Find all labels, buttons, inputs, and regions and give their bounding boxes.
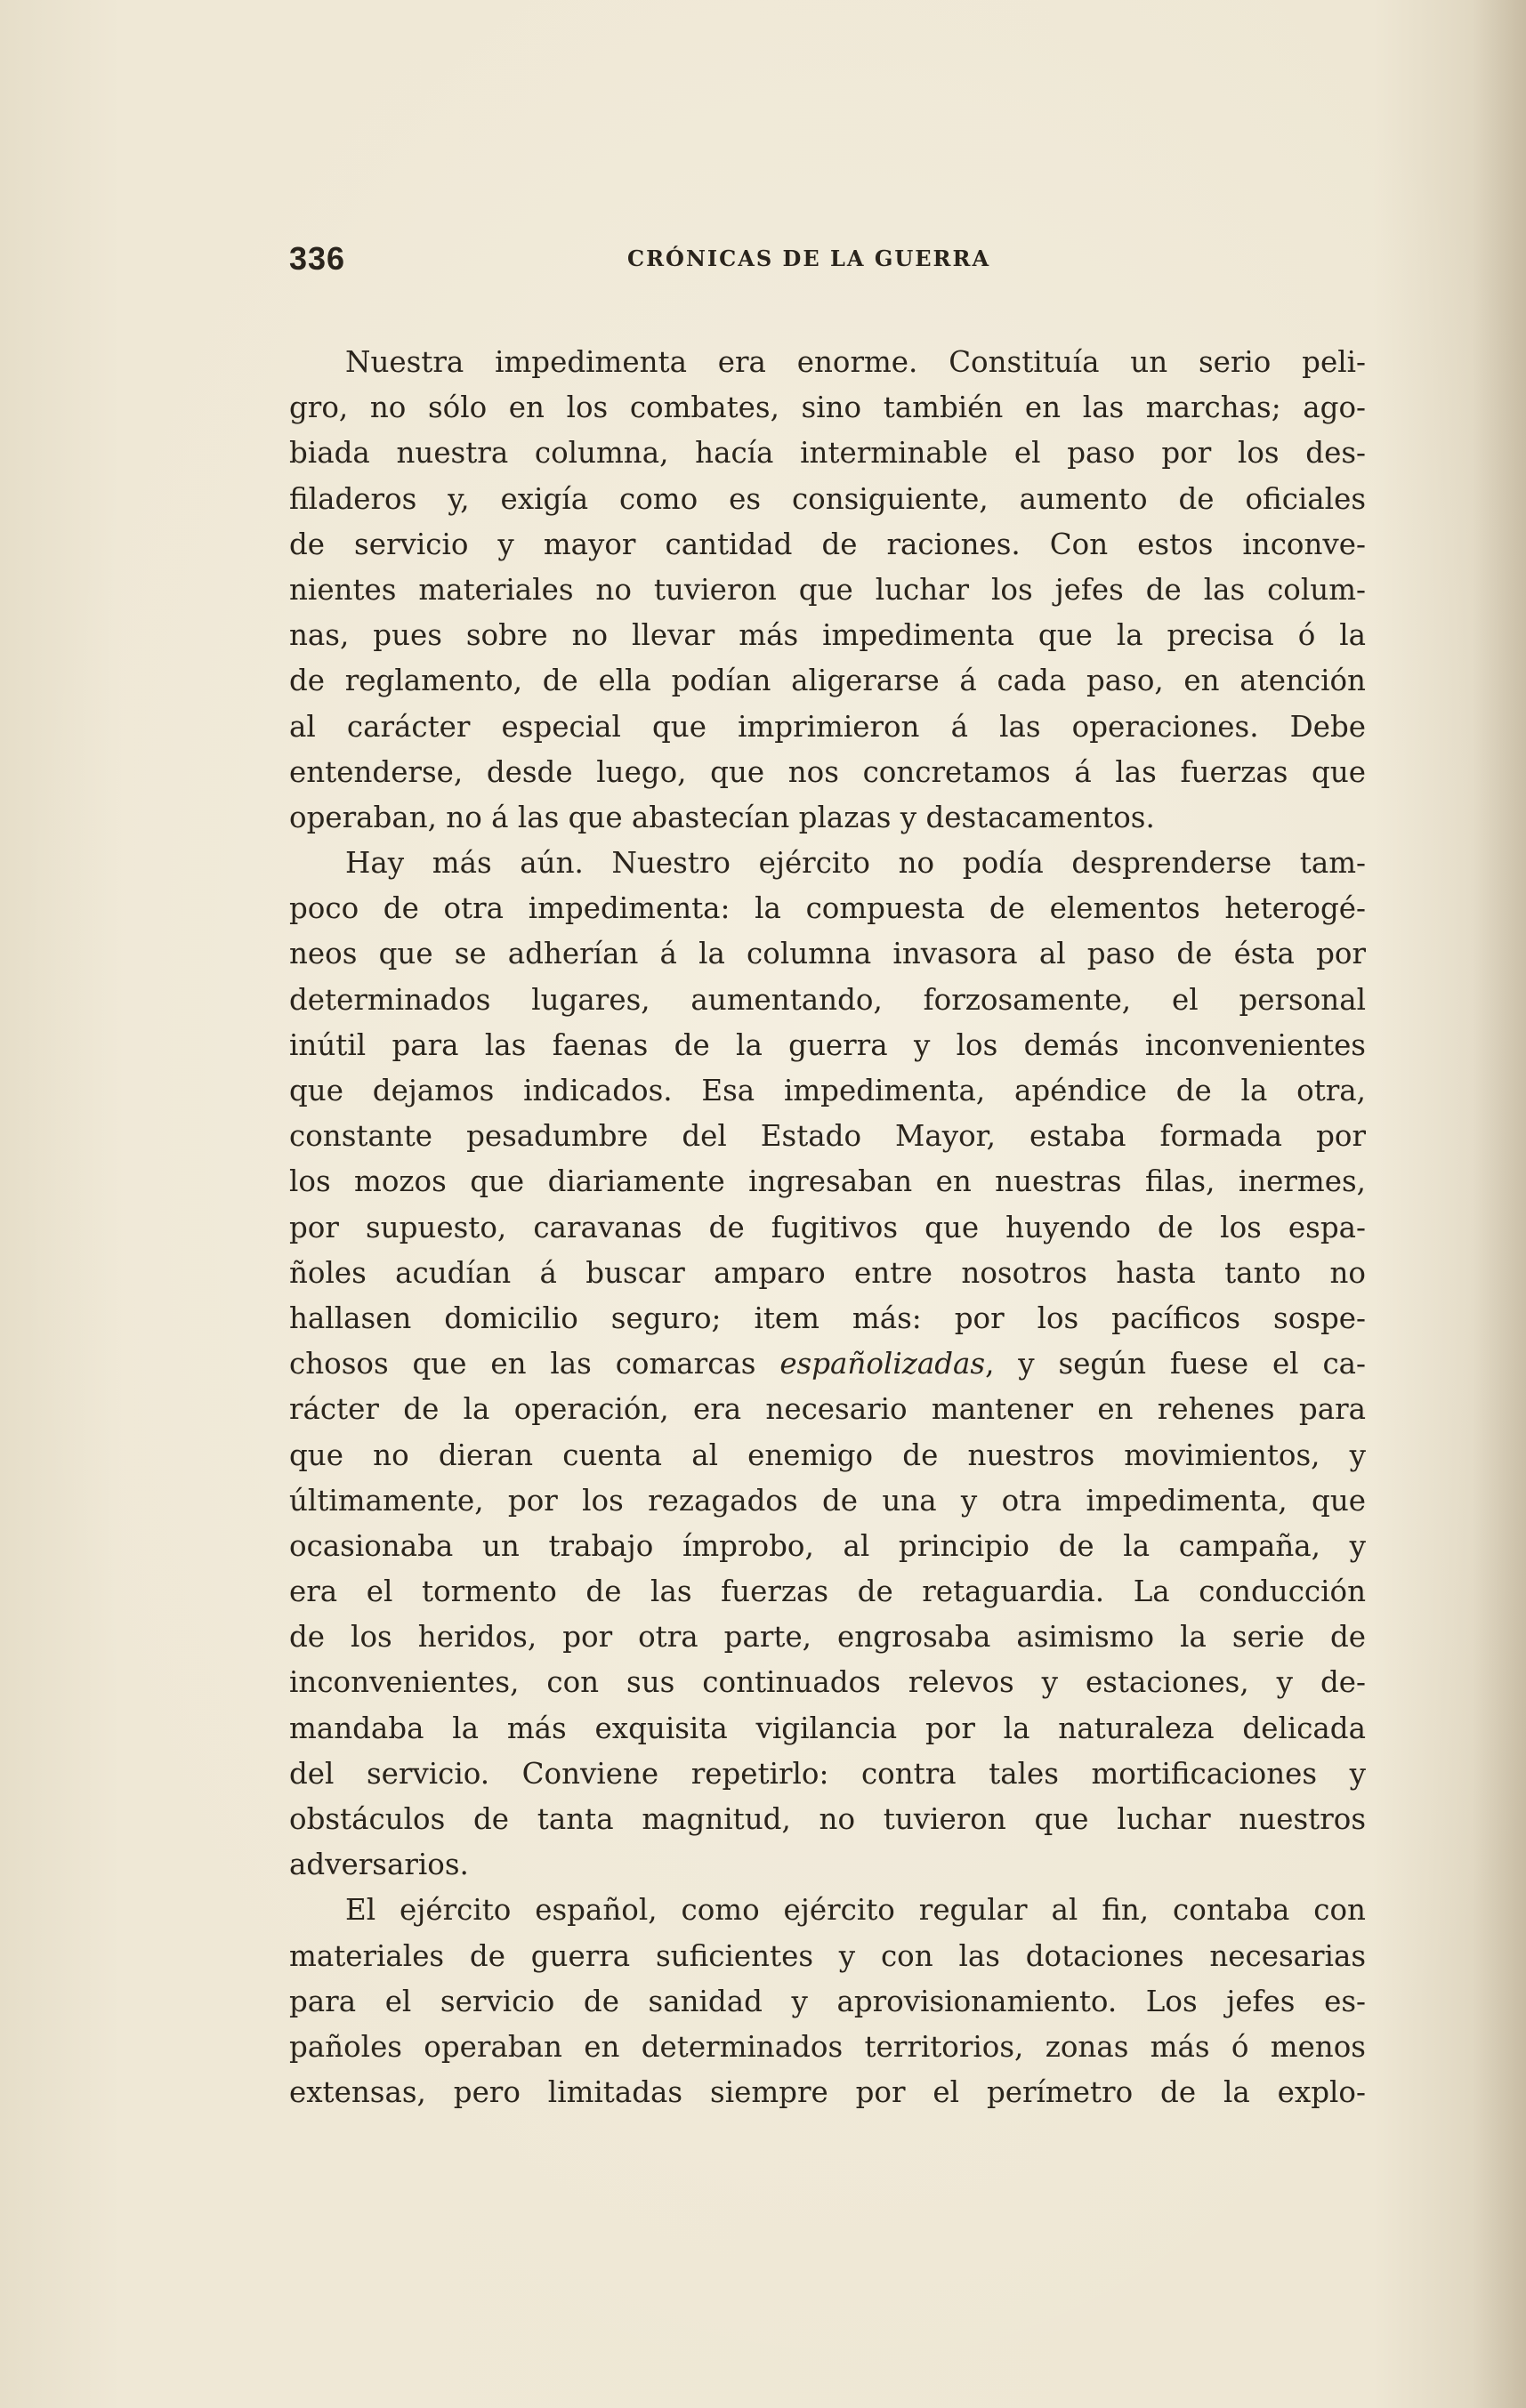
text-line: determinados lugares, aumentando, forzosamente, el personal [289, 982, 1366, 1017]
text-line: hallasen domicilio seguro; item más: por los pacíficos sospe- [289, 1301, 1366, 1335]
text-line: neos que se adherían á la columna invasora al paso de ésta por [289, 937, 1366, 971]
text-line: El ejército español, como ejército regular al fin, contaba con [345, 1893, 1366, 1928]
text-line: del servicio. Conviene repetirlo: contra tales mortificaciones y [289, 1756, 1366, 1791]
text-line: los mozos que diariamente ingresaban en nuestras filas, inermes, [289, 1164, 1366, 1199]
page-number: 336 [289, 240, 346, 277]
text-line: inútil para las faenas de la guerra y los demás inconvenientes [289, 1027, 1366, 1062]
text-line: últimamente, por los rezagados de una y otra impedimenta, que [289, 1483, 1366, 1518]
text-line: extensas, pero limitadas siempre por el perímetro de la explo- [289, 2075, 1366, 2110]
text-line: rácter de la operación, era necesario mantener en rehenes para [289, 1392, 1366, 1427]
text-line: poco de otra impedimenta: la compuesta de elementos heterogé- [289, 891, 1366, 926]
text-line: nientes materiales no tuvieron que luchar los jefes de las colum- [289, 572, 1366, 607]
text-line: adversarios. [289, 1848, 469, 1882]
text-line: pañoles operaban en determinados territorios, zonas más ó menos [289, 2029, 1366, 2064]
running-head: CRÓNICAS DE LA GUERRA [627, 246, 991, 271]
text-line: gro, no sólo en los combates, sino también en las marchas; ago- [289, 391, 1366, 425]
text-line: de servicio y mayor cantidad de raciones. Con estos inconve- [289, 527, 1366, 561]
page-edge-shadow [1473, 0, 1526, 2408]
text-line: materiales de guerra suficientes y con las dotaciones necesarias [289, 1938, 1366, 1973]
text-line: ocasionaba un trabajo ímprobo, al principio de la campaña, y [289, 1528, 1366, 1563]
text-segment: , y según fuese el ca- [985, 1347, 1366, 1381]
text-line: nas, pues sobre no llevar más impedimenta que la precisa ó la [289, 618, 1366, 653]
text-line: que no dieran cuenta al enemigo de nuestros movimientos, y [289, 1438, 1366, 1472]
text-line: mandaba la más exquisita vigilancia por la naturaleza delicada [289, 1711, 1366, 1745]
text-line: al carácter especial que imprimieron á las operaciones. Debe [289, 709, 1366, 744]
text-line: por supuesto, caravanas de fugitivos que huyendo de los espa- [289, 1210, 1366, 1244]
text-line: constante pesadumbre del Estado Mayor, estaba formada por [289, 1119, 1366, 1154]
italic-term: españolizadas [779, 1347, 986, 1381]
text-line: Nuestra impedimenta era enorme. Constituía un serio peli- [345, 345, 1366, 379]
text-segment: chosos que en las comarcas [289, 1347, 780, 1381]
text-line: operaban, no á las que abastecían plazas y destacamentos. [289, 800, 1155, 834]
text-line: de los heridos, por otra parte, engrosaba asimismo la serie de [289, 1620, 1366, 1655]
page-header [289, 240, 1366, 294]
text-line: de reglamento, de ella podían aligerarse á cada paso, en atención [289, 664, 1366, 698]
text-line: entenderse, desde luego, que nos concretamos á las fuerzas que [289, 754, 1366, 789]
text-line: filaderos y, exigía como es consiguiente, aumento de oficiales [289, 481, 1366, 516]
text-line: ñoles acudían á buscar amparo entre nosotros hasta tanto no [289, 1255, 1366, 1290]
body-text [289, 340, 1366, 2115]
text-line: era el tormento de las fuerzas de retaguardia. La conducción [289, 1574, 1366, 1609]
text-line-mixed [289, 1341, 1366, 1387]
text-line: que dejamos indicados. Esa impedimenta, apéndice de la otra, [289, 1074, 1366, 1107]
text-line: biada nuestra columna, hacía interminable el paso por los des- [289, 436, 1366, 471]
text-line: para el servicio de sanidad y aprovisionamiento. Los jefes es- [289, 1984, 1366, 2018]
text-line: inconvenientes, con sus continuados relevos y estaciones, y de- [289, 1665, 1366, 1700]
text-line: obstáculos de tanta magnitud, no tuvieron que luchar nuestros [289, 1802, 1366, 1836]
text-line: Hay más aún. Nuestro ejército no podía desprenderse tam- [345, 846, 1366, 881]
